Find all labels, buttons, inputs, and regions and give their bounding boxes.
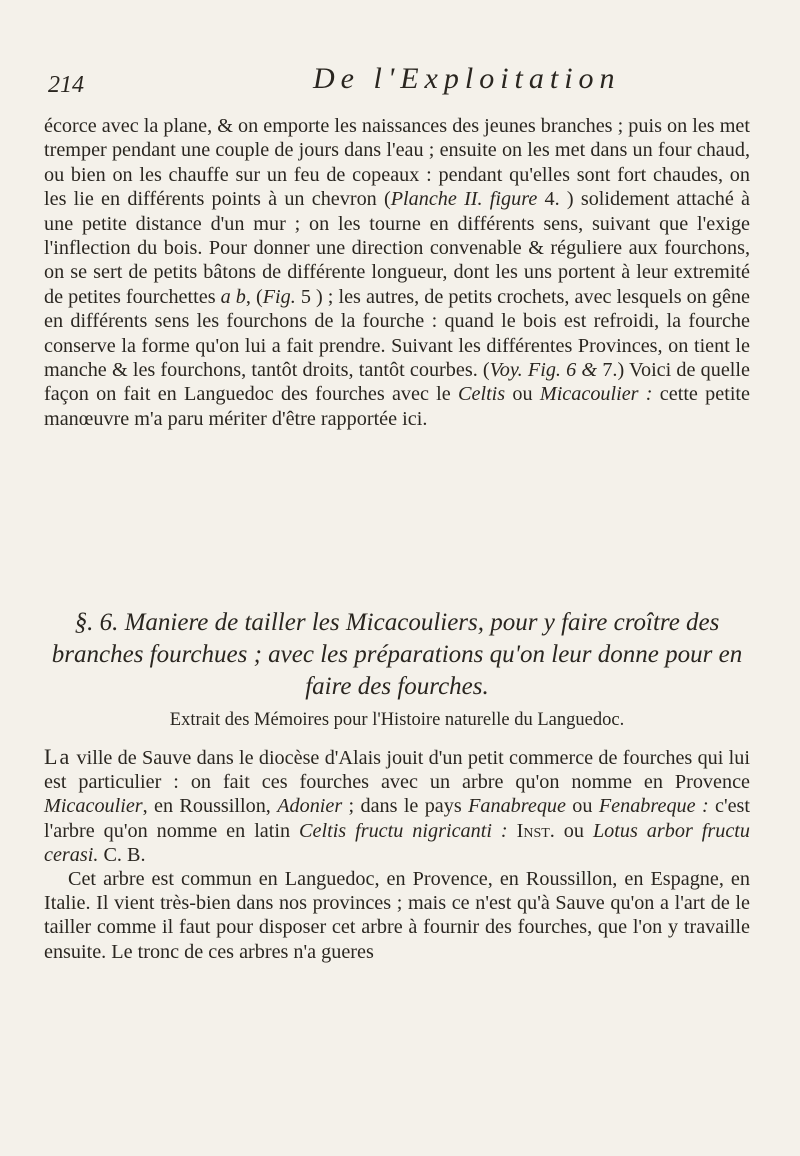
paragraph: Cet arbre est commun en Languedoc, en Provence, en Roussillon, en Espagne, en Italie. Il vient très-bien dans nos provinces ; mais ce n'est qu'à Sauve qu'on a l'art de le tailler comme il faut pour disposer cet arbre à fournir des fourches, que l'on y travaille ensuite. Le tronc de ces arbres n'a gueres <box>44 868 750 963</box>
plant-name: Fenabreque : <box>598 795 709 818</box>
text-run: , ( <box>245 285 263 308</box>
plant-name: Adonier <box>277 795 343 818</box>
text-run: ; dans le pays <box>342 795 469 818</box>
text-run: 7.) Voici de quelle façon on fait en Languedoc des fourches avec le <box>44 359 750 406</box>
text-run: 4. ) solidement attaché à une petite distance d'un mur ; on les tourne en différents sens, suivant que l'exige l'inflection du bois. Pour donner une direction convenable & réguliere aux fourchons, on se sert de petits bâtons de différente longueur, dont les uns portent à leur extremité de petites fourchettes <box>44 188 751 308</box>
page-number: 214 <box>48 72 84 98</box>
paragraph-continuation <box>44 114 750 431</box>
plant-name: Celtis <box>458 383 506 406</box>
figure-reference: Voy. Fig. 6 & <box>489 359 603 382</box>
section-heading: §. 6. Maniere de tailler les Micacouliers, pour y faire croître des branches fourchues ; avec les préparations qu'on leur donne pour en faire des fourches. <box>51 609 743 700</box>
source-note: Extrait des Mémoires pour l'Histoire naturelle du Languedoc. <box>169 710 625 730</box>
text-run: ville de Sauve dans le diocèse d'Alais jouit d'un petit commerce de fourches qui lui est particulier : on fait ces fourches avec un arbre qu'on nomme en Provence <box>44 747 750 794</box>
plant-name: Micacoulier : <box>539 383 653 406</box>
text-run: ou <box>565 795 599 818</box>
text-run: 5 ) ; les autres, de petits crochets, avec lesquels on gêne en différents sens les fourchons de la fourche : quand le bois est refroidi, la fourche conserve la forme qu'on lui a fait prendre. Suivant les différentes Provinces, on tient le manche & les fourchons, tantôt droits, tantôt courbes. ( <box>44 285 751 382</box>
text-run: ou <box>554 819 593 842</box>
latin-name: Lotus arbor fructu cerasi. <box>44 819 750 866</box>
paragraph <box>44 745 750 867</box>
paragraph <box>44 114 750 431</box>
section-body <box>44 745 750 964</box>
text-run: c'est l'arbre qu'on nomme en latin <box>44 795 751 842</box>
plate-reference: Planche II. figure <box>390 188 538 211</box>
figure-reference: Fig. <box>262 285 296 308</box>
latin-name: Celtis fructu nigricanti : <box>299 819 508 842</box>
running-head <box>48 62 740 102</box>
figure-letters: a b <box>220 285 246 308</box>
citation: C. B. <box>98 843 146 866</box>
text-run: cette petite manœuvre m'a paru mériter d'être rapportée ici. <box>44 383 751 430</box>
running-title: De l'Exploitation <box>313 62 621 95</box>
plant-name: Fanabreque <box>468 795 566 818</box>
citation: Inst. <box>516 819 555 842</box>
lead-word: La <box>44 744 72 769</box>
text-run: , en Roussillon, <box>142 795 278 818</box>
text-run: ou <box>505 383 540 406</box>
text-run: écorce avec la plane, & on emporte les naissances des jeunes branches ; puis on les met tremper pendant une couple de jours dans l'eau ; ensuite on les met dans un four chaud, ou bien on les chauffe sur un feu de copeaux : pendant qu'elles sont fort chaudes, on les lie en différents points à un chevron ( <box>44 115 750 211</box>
plant-name: Micacoulier <box>44 795 143 818</box>
